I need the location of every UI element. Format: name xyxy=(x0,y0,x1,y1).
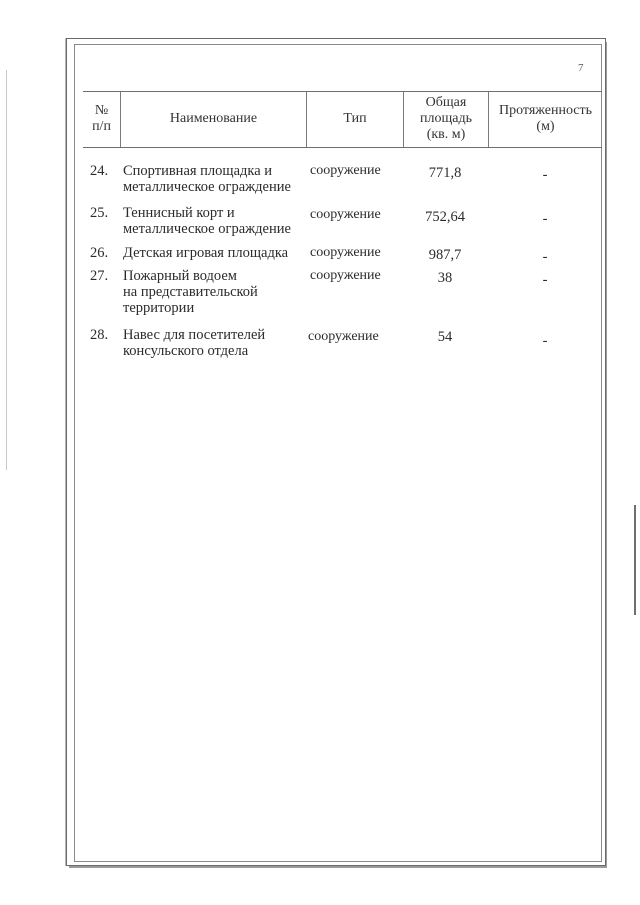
row-type: сооружение xyxy=(310,163,381,178)
header-bottom-rule xyxy=(83,147,602,148)
row-length: - xyxy=(542,167,548,183)
row-name xyxy=(123,327,308,359)
row-name xyxy=(123,205,308,237)
row-name-line: на представительской xyxy=(123,284,258,300)
row-name-line: консульского отдела xyxy=(123,343,249,359)
row-number: 26. xyxy=(90,245,109,261)
row-number: 24. xyxy=(90,163,109,179)
row-name-line: металлическое ограждение xyxy=(123,221,291,237)
row-name xyxy=(123,268,308,316)
row-name-line: территории xyxy=(123,300,195,316)
row-name-line: Детская игровая площадка xyxy=(123,245,289,261)
header-type xyxy=(307,91,403,147)
header-area-line: площадь xyxy=(420,111,472,126)
header-name xyxy=(121,91,306,147)
row-name-line: Пожарный водоем xyxy=(123,268,237,284)
row-name-line: металлическое ограждение xyxy=(123,179,291,195)
row-area: 752,64 xyxy=(425,209,465,225)
header-name-label: Наименование xyxy=(169,111,258,126)
row-length: - xyxy=(542,249,548,265)
row-area: 38 xyxy=(437,270,453,286)
row-length: - xyxy=(542,272,548,288)
scan-mark-left xyxy=(6,70,7,470)
row-name-line: Теннисный корт и xyxy=(123,205,235,221)
header-num-line: № xyxy=(94,103,109,118)
row-type: сооружение xyxy=(310,268,381,283)
row-type: сооружение xyxy=(310,207,381,222)
row-area: 771,8 xyxy=(428,165,462,181)
row-area: 54 xyxy=(437,329,453,345)
header-area xyxy=(404,91,488,147)
row-name-line: Спортивная площадка и xyxy=(123,163,273,179)
row-name xyxy=(123,245,308,261)
row-area: 987,7 xyxy=(428,247,462,263)
row-length: - xyxy=(542,333,548,349)
row-number: 25. xyxy=(90,205,109,221)
header-length-line: Протяженность xyxy=(498,103,593,118)
header-length xyxy=(489,91,602,147)
header-num xyxy=(83,91,120,147)
row-number: 27. xyxy=(90,268,109,284)
row-type: сооружение xyxy=(310,245,381,260)
row-name-line: Навес для посетителей xyxy=(123,327,266,343)
page-number: 7 xyxy=(578,62,584,74)
header-type-label: Тип xyxy=(343,111,367,126)
scan-mark-right xyxy=(634,505,636,615)
row-length: - xyxy=(542,211,548,227)
header-area-line: Общая xyxy=(425,95,467,110)
header-num-line: п/п xyxy=(92,119,111,134)
row-number: 28. xyxy=(90,327,109,343)
header-length-line: (м) xyxy=(536,119,555,134)
row-name xyxy=(123,163,308,195)
row-type: сооружение xyxy=(308,329,379,344)
header-area-line: (кв. м) xyxy=(426,127,466,142)
